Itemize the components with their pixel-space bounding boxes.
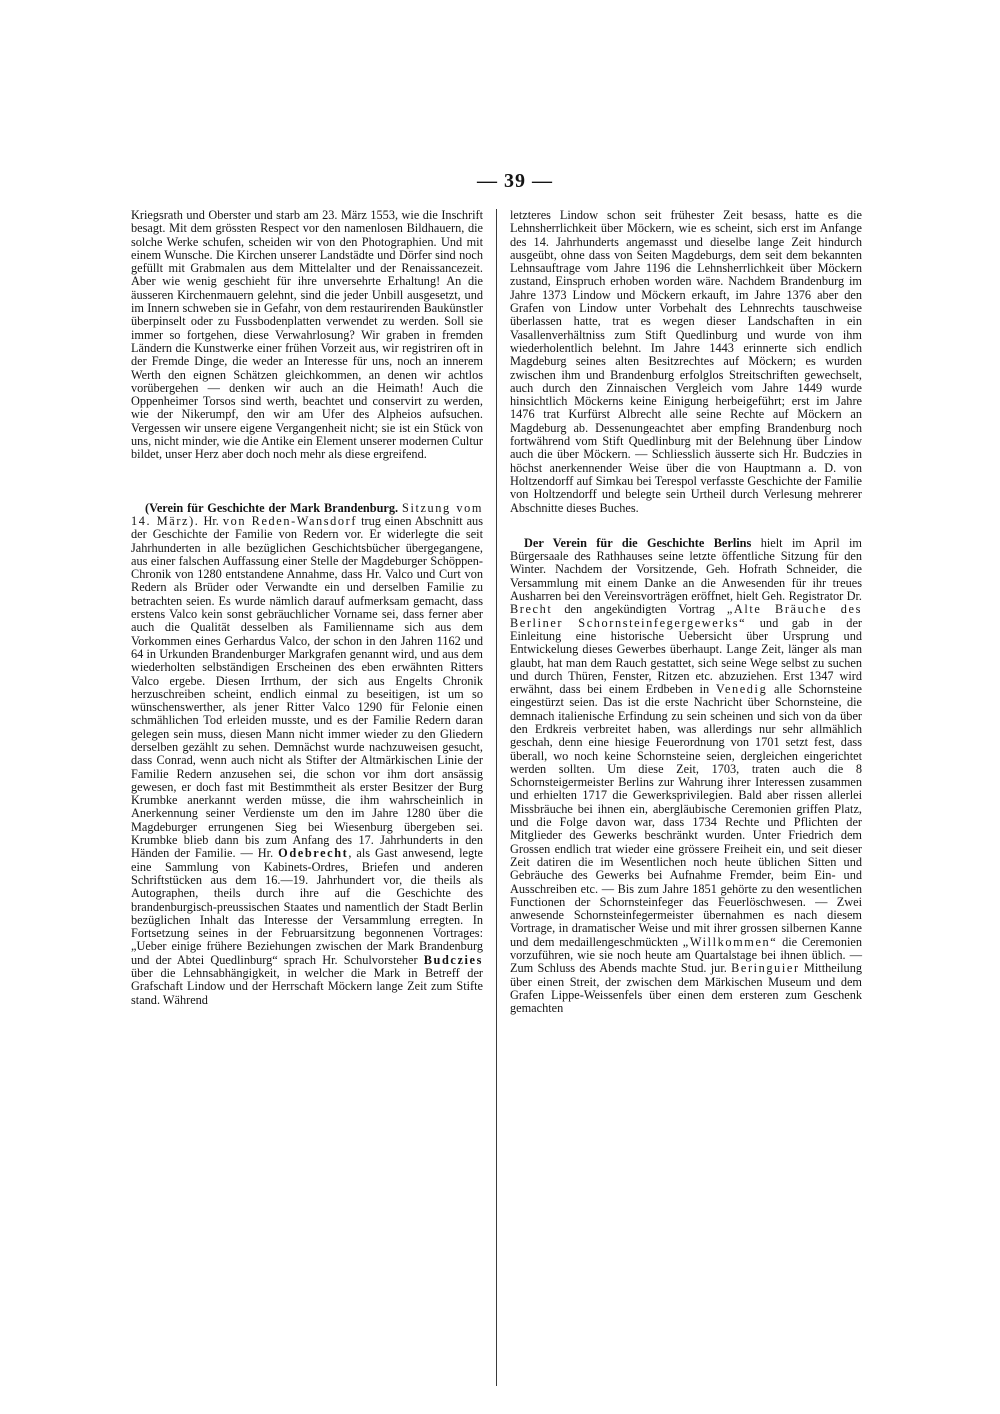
right-paragraph-verein-berlins — [510, 537, 862, 1016]
body-text: alle Schornsteine eingestürzt seien. Das ist die erste Nachricht über Schornsteine, die demnach italienische Erfindung zu sein scheinen und sich von da über den Erdkreis verbreitet haben, was allerdings nur sehr allmählich geschah, denn eine hiesige Feuerordnung von 1701 setzt fest, dass überall, wo noch keine Schornsteine seien, dergleichen eingerichtet werden sollten. Um diese Zeit, 1703, traten auch die 8 Schornsteigermeister Berlins zur Wahrung ihrer Interessen zusammen und erhielten 1717 die Gewerksprivilegien. Bald aber rissen allerlei Missbräuche bei ihnen ein, abergläubische Ceremonien griffen Platz, und die Folge davon war, dass 1734 Rechte und Pflichten der Mitglieder des Gewerks beschränkt wurden. Unter Friedrich dem Grossen endlich trat wieder eine grössere Freiheit ein, und seit dieser Zeit datiren die im Wesentlichen noch heute üblichen Sitten und Gebräuche des Gewerks bei Aufnahme Fremder, beim Ein- und Ausschreiben etc. — Bis zum Jahre 1851 gehörte zu den wesentlichen Functionen der Schornsteinfeger das Feuerlöschwesen. — Zwei anwesende Schornsteinfegermeister übernahmen es nach diesem Vortrage, in dramatischer Weise und mit ihrer grossen silbernen Kanne und dem medaillengeschmückten — [510, 682, 862, 949]
paragraph-gap — [131, 462, 483, 502]
emphasized-word: „Willkommen“ — [682, 934, 778, 949]
left-column — [131, 209, 483, 1007]
body-text: Mittheilung über einen Streit, der zwischen dem Märkischen Museum und dem Grafen Lippe-Weissenfels über einen dem ersteren zum Geschenk gemachten — [510, 961, 862, 1016]
body-text: trug einen Abschnitt aus der Geschichte der Familie von Redern vor. Er widerlegte die seit Jahrhunderten in alle bezüglichen Geschichtsbücher übergegangene, aus einer falschen Auffassung einer Stelle der Magdeburger Schöppen-Chronik von 1280 entstandene Annahme, dass Hr. Valco und Curt von Redern als Brüder oder Verwandte ein und derselben Familie zu betrachten seien. Es wurde nämlich darauf aufmerksam gemacht, dass erstens Valco kein sonst gebräuchlicher Vorname sei, dass ferner aber auch die Qualität desselben als Familienname sich aus dem Vorkommen eines Gerhardus Valco, der schon in den Jahren 1162 und 64 in Urkunden Brandenburger Markgrafen genannt wird, und aus dem wiederholten selbständigen Erscheinen des eben erwähnten Ritters Valco ergebe. Diesen Irrthum, der sich aus Engelts Chronik herzuschreiben scheint, endlich einmal zu beseitigen, ist um so wünschenswerther, als jener Ritter Valco 1290 für Felonie einen schmählichen Tod erleiden musste, und es der Familie Redern daran gelegen sein muss, diesen Mann nicht immer wieder zu den Gliedern derselben gezählt zu sehen. Demnächst wurde nachzuweisen gesucht, dass Conrad, wenn auch nicht als Stifter der Altmärkischen Linie der Familie Redern anzusehen sei, die schon vor ihm dort ansässig gewesen, er doch fast mit Bestimmtheit als erster Besitzer der Burg Krumbke anerkannt werden müsse, die ihm wahrscheinlich in Anerkennung seiner Verdienste um den im Jahre 1280 über die Magdeburger errungenen Sieg bei Wiesenburg übergeben sei. Krumbke blieb dann bis zum Anfang des 17. Jahrhunderts in den Händen der Familie. — Hr. — [131, 513, 483, 861]
body-text: Hr. — [199, 513, 223, 528]
person-name: Beringuier — [731, 961, 800, 976]
right-column — [510, 209, 862, 1016]
body-text: den angekündigten Vortrag — [552, 602, 727, 617]
right-paragraph-lindow-moeckern: letzteres Lindow schon seit frühester Zeit besass, hatte es die Lehnsherrlichkeit über Möckern, wie es scheint, sich erst im Anfange des 14. Jahrhunderts angemasst und dieselbe lange Zeit hindurch ausgeübt, ohne dass von Seiten Magdeburgs, dem seit dem bekannten Lehnsauftrage vom Jahre 1196 die Lehnsherrlichkeit über Möckern zustand, Einspruch erhoben worden wäre. Nachdem Brandenburg im Jahre 1373 Lindow und Möckern erkauft, im Jahre 1376 aber den Grafen von Lindow unter Vorbehalt des Lehnrechts tauschweise überlassen hatte, trat es wegen dieser Landschaften in ein Vasallenverhältniss zum Stift Quedlinburg und wurde von ihm wiederholentlich belehnt. Im Jahre 1443 erinnerte sich endlich Magdeburg seines alten Besitzrechtes auf Möckern; es wurden zwischen ihm und Brandenburg erfolglos Streitschriften gewechselt, auch durch den Zinnaischen Vergleich vom Jahre 1449 wurde hinsichtlich Möckerns keine Einigung herbeigeführt; erst im Jahre 1476 trat Kurfürst Albrecht alle seine Rechte auf Möckern an Magdeburg ab. Dessenungeachtet aber empfing Brandenburg noch fortwährend vom Stift Quedlinburg mit der Belehnung über Lindow auch die über Möckern. — Schliesslich äusserte sich Hr. Budczies in höchst anerkennender Weise über die von Hauptmann a. D. von Holtzendorff auf Simkau bei Terespol verfasste Geschichte der Familie von Holtzendorff und belegte sein Urtheil durch Verlesung mehrerer Abschnitte dieses Buches. — [510, 208, 862, 515]
meeting-date: Sitzung vom 14. März). — [131, 500, 483, 528]
lecture-title: „Alte Bräuche des Berliner Schornsteinfegergewerks“ — [510, 602, 862, 630]
left-paragraph-verein-mark-brandenburg — [131, 502, 483, 1007]
body-text: und gab in der Einleitung eine historische Uebersicht über Ursprung und Entwickelung dieses Gewerbes überhaupt. Lange Zeit, länger als man glaubt, hat man dem Rauch gestattet, sich seine Wege selbst zu suchen und durch Thüren, Fenster, Ritzen etc. abzuziehen. Erst 1347 wird erwähnt, dass bei einem Erdbeben in — [510, 615, 862, 697]
person-name: Budczies — [423, 952, 483, 967]
person-name: Brecht — [510, 602, 553, 617]
column-divider — [496, 209, 497, 1386]
page-number: — 39 — — [477, 170, 553, 192]
section-heading-verein-mark-brandenburg: (Verein für Geschichte der Mark Brandenburg. — [145, 500, 399, 515]
place-name: Venedig — [715, 682, 768, 697]
body-text: , als Gast anwesend, legte eine Sammlung von Kabinets-Ordres, Briefen und anderen Schriftstücken aus dem 16.—19. Jahrhundert vor, die theils als Autographen, theils durch ihre auf die Geschichte des brandenburgisch-preussischen Staates und namentlich der Stadt Berlin bezüglichen Inhalt das Interesse der Versammlung erregten. In Fortsetzung seines in der Februarsitzung begonnenen Vortrages: „Ueber einige frühere Beziehungen zwischen der Mark Brandenburg und der Abtei Quedlinburg“ sprach Hr. Schulvorsteher — [131, 846, 483, 967]
person-name: Odebrecht — [278, 846, 349, 861]
paragraph-gap — [510, 515, 862, 537]
section-heading-verein-berlins: Der Verein für die Geschichte Berlins — [524, 535, 752, 550]
left-paragraph-graves: Kriegsrath und Oberster und starb am 23. März 1553, wie die Inschrift besagt. Mit dem grössten Respect vor den namenlosen Bildhauern, die solche Werke schufen, scheiden wir von den Photographien. Und mit einem Wunsche. Die Kirchen unserer Landstädte und Dörfer sind noch gefüllt mit Grabmalen aus dem Mittelalter und der Renaissancezeit. Aber wie wenig geschieht für ihre unversehrte Erhaltung! An die äusseren Kirchenmauern gelehnt, sind die jeder Unbill ausgesetzt, und im Innern schweben sie in Gefahr, von dem restaurirenden Baukünstler überpinselt oder zu Fussbodenplatten verwendet zu werden. Soll sie immer so fortgehen, diese Verwahrlosung? Wir graben in fremden Ländern die Kunstwerke einer frühen Vorzeit aus, wir registriren oft in der Fremde Dinge, die weder an Interesse für uns, noch an innerem Werth den eignen Schätzen gleichkommen, an denen wir achtlos vorübergehen — denken wir auch an die Heimath! Auch die Oppenheimer Torsos sind werth, beachtet und conservirt zu werden, wie der Nikerumpf, den wir am Ufer des Alpheios aufsuchen. Vergessen wir unsere eigene Vergangenheit nicht; sie ist ein Stück von uns, nicht minder, wie die Antike ein Element unserer modernen Cultur bildet, unser Herz aber doch noch mehr als diese ergreifend. — [131, 208, 483, 462]
body-text: über die Lehnsabhängigkeit, in welcher die Mark in Betreff der Grafschaft Lindow und der Herrschaft Möckern lange Zeit zum Stifte stand. Während — [131, 966, 483, 1007]
body-text: die Ceremonien vorzuführen, wie sie noch heute am Quartalstage bei ihnen üblich. — Zum Schluss des Abends machte Stud. jur. — [510, 934, 862, 976]
person-name: von Reden-Wansdorf — [222, 513, 358, 528]
body-text: hielt im April im Bürgersaale des Rathhauses seine letzte öffentliche Sitzung für den Winter. Nachdem der Vorsitzende, Geh. Hofrath Schneider, die Versammlung mit einem Danke an die Anwesenden für ihr treues Ausharren bei den Vereinsvorträgen eröffnet, hielt Geh. Registrator Dr. — [510, 535, 862, 604]
